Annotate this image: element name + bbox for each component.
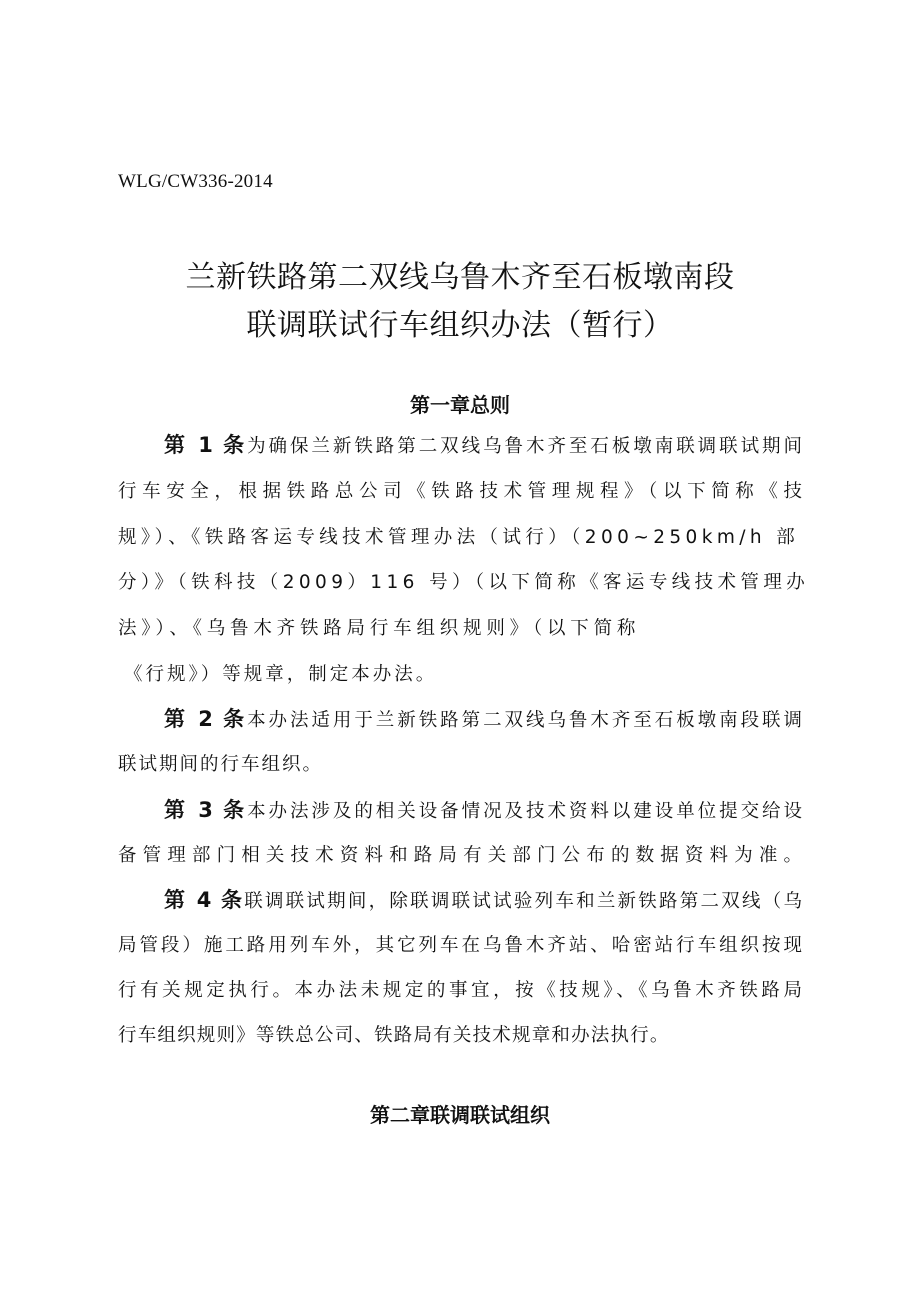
article-label: 第 2 条 (164, 707, 248, 731)
paragraph-line: 局管段）施工路用列车外，其它列车在乌鲁木齐站、哈密站行车组织按现 (118, 935, 802, 956)
document-title-line-1: 兰新铁路第二双线乌鲁木齐至石板墩南段 (185, 260, 735, 295)
document-title-line-2: 联调联试行车组织办法（暂行） (246, 308, 674, 343)
chapter-heading: 第二章联调联试组织 (370, 1103, 550, 1127)
article-label: 第 3 条 (164, 798, 248, 822)
paragraph-line (164, 433, 802, 459)
document-code: WLG/CW336-2014 (118, 171, 273, 192)
paragraph-line: 备管理部门相关技术资料和路局有关部门公布的数据资料为准。 (118, 845, 802, 866)
paragraph-line: 联试期间的行车组织。 (118, 754, 324, 775)
paragraph-line: 行车安全，根据铁路总公司《铁路技术管理规程》（以下简称《技 (118, 481, 802, 502)
paragraph-line (164, 798, 802, 824)
article-label: 第 1 条 (164, 433, 248, 457)
article-text: 联调联试期间，除联调联试试验列车和兰新铁路第二双线（乌 (244, 891, 802, 912)
article-text: 为确保兰新铁路第二双线乌鲁木齐至石板墩南联调联试期间 (247, 436, 802, 457)
paragraph-line: 行车组织规则》等铁总公司、铁路局有关技术规章和办法执行。 (118, 1025, 670, 1046)
paragraph-line (164, 707, 802, 733)
article-text: 本办法涉及的相关设备情况及技术资料以建设单位提交给设 (247, 801, 802, 822)
article-text: 本办法适用于兰新铁路第二双线乌鲁木齐至石板墩南段联调 (247, 710, 802, 731)
paragraph-line: 《行规》）等规章，制定本办法。 (124, 664, 438, 685)
paragraph-line: 分）》（铁科技（2009）116 号）（以下简称《客运专线技术管理办 (118, 572, 810, 593)
chapter-heading: 第一章总则 (410, 393, 510, 417)
paragraph-line: 规》）、《铁路客运专线技术管理办法（试行）（200~250km/h 部 (118, 527, 800, 548)
paragraph-line: 法》）、《乌鲁木齐铁路局行车组织规则》（以下简称 (118, 618, 641, 639)
paragraph-line (164, 888, 802, 914)
paragraph-line: 行有关规定执行。本办法未规定的事宜，按《技规》、《乌鲁木齐铁路局 (118, 980, 802, 1001)
article-label: 第 4 条 (164, 888, 245, 912)
